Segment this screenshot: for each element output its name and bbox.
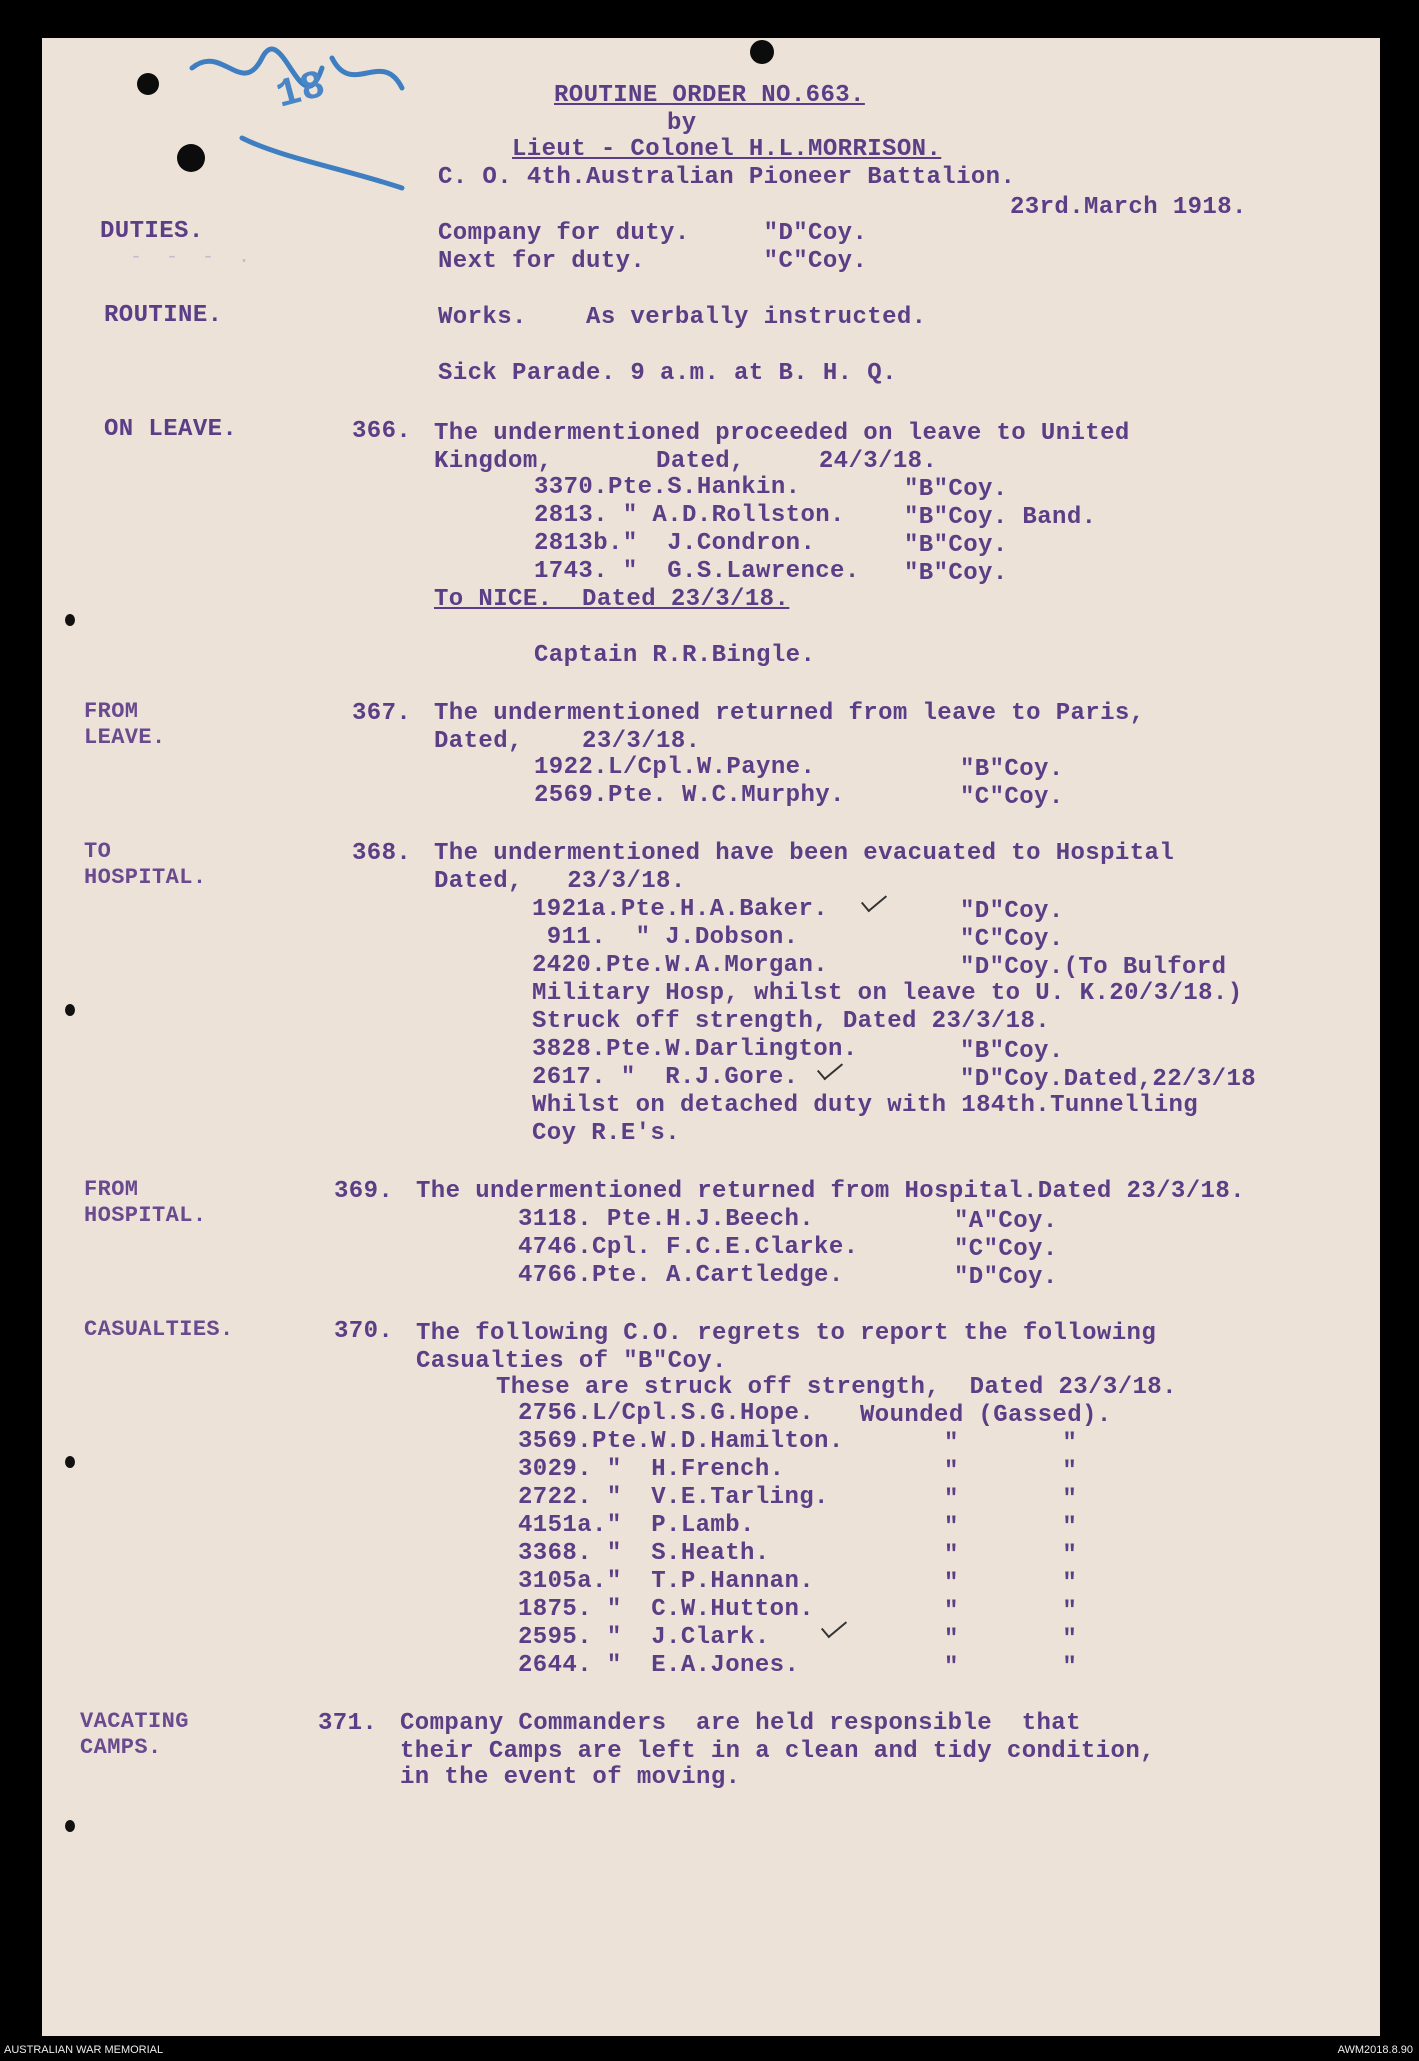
- vacating-heading: VACATING: [80, 1709, 189, 1734]
- casualties-intro: The following C.O. regrets to report the following: [416, 1320, 1157, 1347]
- casualties-intro: Casualties of "B"Coy.: [416, 1348, 727, 1375]
- casualty-row-status: " ": [944, 1570, 1078, 1597]
- casualty-row-status: " ": [944, 1542, 1078, 1569]
- casualty-row: 3029. " H.French.: [518, 1456, 785, 1483]
- punch-hole: [750, 40, 774, 64]
- from-hospital-row: 4746.Cpl. F.C.E.Clarke.: [518, 1234, 859, 1261]
- vacating-line: in the event of moving.: [400, 1764, 741, 1791]
- to-hospital-row-coy: "D"Coy.Dated,22/3/18: [960, 1066, 1257, 1093]
- order-title: ROUTINE ORDER NO.663.: [554, 82, 865, 109]
- to-hospital-row-coy: "B"Coy.: [960, 1038, 1064, 1065]
- commanding-officer: Lieut - Colonel H.L.MORRISON.: [512, 136, 942, 163]
- vacating-line: Company Commanders are held responsible that: [400, 1710, 1081, 1737]
- footer-right: AWM2018.8.90: [1337, 2044, 1413, 2056]
- casualty-row: 1875. " C.W.Hutton.: [518, 1596, 815, 1623]
- checkmark-icon: [861, 888, 887, 913]
- casualties-intro: These are struck off strength, Dated 23/3/18.: [496, 1374, 1177, 1401]
- footer-left: AUSTRALIAN WAR MEMORIAL: [4, 2044, 164, 2056]
- casualty-row: 3105a." T.P.Hannan.: [518, 1568, 815, 1595]
- casualty-row: 2595. " J.Clark.: [518, 1624, 770, 1651]
- casualty-row: 2722. " V.E.Tarling.: [518, 1484, 829, 1511]
- casualty-row-status: " ": [944, 1486, 1078, 1513]
- casualties-heading: CASUALTIES.: [84, 1317, 234, 1342]
- pin-hole: [65, 1456, 75, 1468]
- from-leave-row-coy: "B"Coy.: [960, 756, 1064, 783]
- from-hospital-intro: The undermentioned returned from Hospital.Dated 23/3/18.: [416, 1178, 1245, 1205]
- casualty-row-status: " ": [944, 1514, 1078, 1541]
- casualty-row: 2756.L/Cpl.S.G.Hope.: [518, 1400, 815, 1427]
- to-hospital-intro: Dated, 23/3/18.: [434, 868, 686, 895]
- casualty-row-status: " ": [944, 1430, 1078, 1457]
- from-leave-row: 1922.L/Cpl.W.Payne.: [534, 754, 816, 781]
- leave-intro: Kingdom, Dated, 24/3/18.: [434, 448, 938, 475]
- leave-intro: The undermentioned proceeded on leave to United: [434, 420, 1130, 447]
- unit-name: C. O. 4th.Australian Pioneer Battalion.: [438, 164, 1016, 191]
- duties-line: Company for duty. "D"Coy.: [438, 220, 868, 247]
- from-leave-intro: The undermentioned returned from leave to Paris,: [434, 700, 1145, 727]
- leave-row: 2813b." J.Condron.: [534, 530, 816, 557]
- casualty-row-status: " ": [944, 1626, 1078, 1653]
- to-hospital-row: 2617. " R.J.Gore.: [532, 1064, 799, 1091]
- leave-captain: Captain R.R.Bingle.: [534, 642, 816, 669]
- pencil-mark: 18: [271, 63, 331, 120]
- casualty-row-status: Wounded (Gassed).: [860, 1402, 1112, 1429]
- order-number: 370.: [334, 1318, 394, 1345]
- from-hospital-row-coy: "C"Coy.: [954, 1236, 1058, 1263]
- to-hospital-row: 3828.Pte.W.Darlington.: [532, 1036, 858, 1063]
- leave-row-coy: "B"Coy.: [904, 560, 1008, 587]
- leave-heading: ON LEAVE.: [104, 416, 238, 443]
- from-leave-row-coy: "C"Coy.: [960, 784, 1064, 811]
- casualty-row: 3569.Pte.W.D.Hamilton.: [518, 1428, 844, 1455]
- routine-heading: ROUTINE.: [104, 302, 223, 329]
- leave-row-coy: "B"Coy.: [904, 476, 1008, 503]
- leave-row: 1743. " G.S.Lawrence.: [534, 558, 860, 585]
- vacating-line: their Camps are left in a clean and tidy condition,: [400, 1738, 1155, 1765]
- casualty-row-status: " ": [944, 1458, 1078, 1485]
- pin-hole: [65, 1004, 75, 1016]
- to-hospital-row: 911. " J.Dobson.: [532, 924, 799, 951]
- to-hospital-note: Struck off strength, Dated 23/3/18.: [532, 1008, 1051, 1035]
- pencil-annotation: [182, 38, 432, 198]
- to-hospital-heading: HOSPITAL.: [84, 865, 207, 890]
- from-hospital-heading: HOSPITAL.: [84, 1203, 207, 1228]
- to-hospital-intro: The undermentioned have been evacuated to Hospital: [434, 840, 1175, 867]
- to-hospital-row-coy: "D"Coy.(To Bulford: [960, 954, 1227, 981]
- order-number: 369.: [334, 1178, 394, 1205]
- casualty-row: 4151a." P.Lamb.: [518, 1512, 755, 1539]
- order-by: by: [667, 110, 697, 137]
- routine-sick-parade: Sick Parade. 9 a.m. at B. H. Q.: [438, 360, 897, 387]
- routine-works: Works. As verbally instructed.: [438, 304, 927, 331]
- casualty-row: 3368. " S.Heath.: [518, 1540, 770, 1567]
- order-number: 366.: [352, 418, 412, 445]
- to-hospital-note: Whilst on detached duty with 184th.Tunnelling: [532, 1092, 1199, 1119]
- from-leave-intro: Dated, 23/3/18.: [434, 728, 701, 755]
- casualty-row: 2644. " E.A.Jones.: [518, 1652, 800, 1679]
- to-hospital-note: Military Hosp, whilst on leave to U. K.20/3/18.): [532, 980, 1243, 1007]
- from-hospital-row: 4766.Pte. A.Cartledge.: [518, 1262, 844, 1289]
- order-number: 371.: [318, 1710, 378, 1737]
- to-hospital-row: 2420.Pte.W.A.Morgan.: [532, 952, 829, 979]
- order-number: 368.: [352, 840, 412, 867]
- from-hospital-row: 3118. Pte.H.J.Beech.: [518, 1206, 815, 1233]
- to-hospital-row-coy: "C"Coy.: [960, 926, 1064, 953]
- casualty-row-status: " ": [944, 1598, 1078, 1625]
- offset-ghost: - - - .: [106, 246, 251, 269]
- from-hospital-row-coy: "A"Coy.: [954, 1208, 1058, 1235]
- to-hospital-row-coy: "D"Coy.: [960, 898, 1064, 925]
- leave-row-coy: "B"Coy.: [904, 532, 1008, 559]
- to-hospital-row: 1921a.Pte.H.A.Baker.: [532, 896, 829, 923]
- leave-row: 3370.Pte.S.Hankin.: [534, 474, 801, 501]
- from-hospital-row-coy: "D"Coy.: [954, 1264, 1058, 1291]
- casualty-row-status: " ": [944, 1654, 1078, 1681]
- from-leave-row: 2569.Pte. W.C.Murphy.: [534, 782, 845, 809]
- pin-hole: [65, 614, 75, 626]
- from-leave-heading: LEAVE.: [84, 725, 166, 750]
- leave-row: 2813. " A.D.Rollston.: [534, 502, 845, 529]
- checkmark-icon: [821, 1614, 847, 1639]
- to-hospital-heading: TO: [84, 839, 112, 864]
- order-number: 367.: [352, 700, 412, 727]
- pin-hole: [65, 1820, 75, 1832]
- from-hospital-heading: FROM: [84, 1177, 139, 1202]
- from-leave-heading: FROM: [84, 699, 139, 724]
- punch-hole: [137, 73, 159, 95]
- duties-heading: DUTIES.: [100, 218, 204, 245]
- duties-line: Next for duty. "C"Coy.: [438, 248, 868, 275]
- vacating-heading: CAMPS.: [80, 1735, 162, 1760]
- order-date: 23rd.March 1918.: [1010, 194, 1247, 221]
- to-hospital-note: Coy R.E's.: [532, 1120, 681, 1147]
- document-page: [42, 38, 1380, 2036]
- leave-nice: To NICE. Dated 23/3/18.: [434, 586, 790, 613]
- leave-row-coy: "B"Coy. Band.: [904, 504, 1097, 531]
